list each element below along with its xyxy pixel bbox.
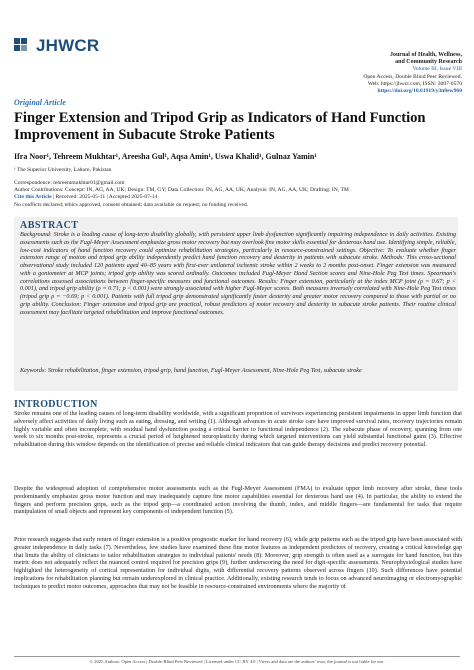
received-accepted: | Received: 2025-05-11 | Accepted 2025-07-14 bbox=[51, 194, 158, 201]
journal-name-line1: Journal of Health, Wellness, bbox=[389, 52, 462, 58]
page-header bbox=[0, 0, 474, 95]
abstract-heading: ABSTRACT bbox=[20, 220, 79, 231]
affiliation: ¹ The Superior University, Lahore, Pakistan bbox=[14, 167, 112, 173]
intro-paragraph-3: Prior research suggests that early return of finger extension is a positive prognostic marker for hand recovery (6), while grip patterns such as the tripod grip have been associated with greater independence in daily tasks (7). Nevertheless, few studies have examined these fine motor features as independent predictors of recovery, creating a critical knowledge gap that limits the ability of clinicians to tailor rehabilitation strategies to individual patients' needs (8). Moreover, grip strength is often used as a surrogate for hand function, but this metric does not adequately reflect the nuanced control required for precision grips (9), further underscoring the need for digit-specific assessments. Neurophysiological studies have highlighted the heterogeneity of cortical representation for individual digits, with differential recovery patterns observed across fingers (10). Such differences have potential implications for rehabilitation planning but remain underexplored in clinical practice. Additionally, existing research tends to focus on advanced neuroimaging or electromyographic techniques to predict motor outcomes, approaches that may not be feasible in resource-constrained environments where the majority of bbox=[14, 537, 462, 590]
cite-link[interactable]: Cite this Article bbox=[14, 194, 52, 201]
volume-issue: Volume III, Issue VIII bbox=[412, 66, 462, 73]
article-title: Finger Extension and Tripod Grip as Indicators of Hand Function Improvement in Subacute Stroke Patients bbox=[14, 110, 426, 143]
author-contributions: Author Contributions: Concept: IN, AG, AA, UK; Design: TM, GY; Data Collection: IN, AG, AA, UK; Analysis: IN, AG, AA, UK; Drafting: IN, TM bbox=[14, 187, 349, 194]
article-type: Original Article bbox=[14, 98, 66, 107]
intro-paragraph-1: Stroke remains one of the leading causes of long-term disability worldwide, with a significant proportion of survivors experiencing persistent impairments in upper limb function that adversely affect activities of daily living such as eating, dressing, and writing (1). Although advances in acute stroke care have improved survival rates, recovery trajectories remain highly variable and often incomplete, with residual hand dysfunction posing a critical barrier to functional independence (2). The subacute phase of recovery, spanning from one week to six months post-stroke, represents a crucial period of heightened neuroplasticity during which targeted interventions can yield substantial functional gains (3). Effective rehabilitation during this window depends on the identification of precise and reliable clinical indicators that can guide therapy decisions and predict recovery potential. bbox=[14, 411, 462, 448]
citation-dates bbox=[14, 194, 460, 201]
article-meta bbox=[14, 180, 460, 209]
page-footer: © 2025 Authors. Open Access | Double-Blind Peer Reviewed | Licensed under CC BY 4.0 | Views and data are the authors' own; the journal is not liable for use. bbox=[89, 659, 385, 664]
footer-divider bbox=[14, 656, 460, 657]
logo-text: JHWCR bbox=[36, 36, 100, 55]
keywords: Keywords: Stroke rehabilitation, finger extension, tripod grip, hand function, Fugl-Meyer Assessment, Nine-Hole Peg Test, subacute stroke bbox=[20, 368, 362, 374]
introduction-heading: INTRODUCTION bbox=[14, 399, 98, 410]
author-list: Ifra Noor¹, Tehreem Mukhtar¹, Areesha Gul¹, Aqsa Amin¹, Uswa Khalid¹, Gulnaz Yamin¹ bbox=[14, 152, 317, 161]
review-type: Open Access, Double Blind Peer Reviewed. bbox=[363, 73, 462, 80]
intro-paragraph-2: Despite the widespread adoption of comprehensive motor assessments such as the Fugl-Meyer Assessment (FMA) to evaluate upper limb recovery after stroke, these tools predominantly emphasize gross motor function and may inadequately capture fine motor capabilities essential for dexterous hand use (4). In particular, the ability to extend the fingers and perform precision grips, such as the tripod grip—a coordinated action involving the thumb, index, and middle fingers—are fundamental for tasks that require manipulation of small objects and represent key components of independent function (5). bbox=[14, 486, 462, 516]
journal-web: Web: https://jhwcr.com, ISSN: 3007-0570 bbox=[367, 80, 462, 87]
journal-info bbox=[212, 52, 462, 95]
logo-icon bbox=[14, 38, 34, 54]
journal-logo[interactable] bbox=[14, 36, 99, 56]
journal-name-line2: and Community Research bbox=[395, 59, 462, 66]
doi-link[interactable]: https://doi.org/10.61919/y3n8ew960 bbox=[377, 88, 462, 95]
declarations: No conflicts declared; ethics approved, consent obtained; data available on request; no funding received. bbox=[14, 201, 249, 208]
correspondence: Correspondence: tehreemmukhtar01@gmail.com bbox=[14, 180, 125, 186]
abstract-body: Background: Stroke is a leading cause of long-term disability globally, with persistent upper limb dysfunction significantly impairing independence in daily activities. Existing assessments such as the Fugl-Meyer Assessment emphasize gross motor recovery but may overlook fine motor skills essential for dexterous hand use. Identifying simple, reliable, low-cost indicators of hand function recovery could optimize rehabilitation strategies, particularly in resource-constrained settings. Objective: To evaluate whether finger extension range of motion and tripod grip ability independently predict hand function recovery and dexterity in patients with subacute stroke. Methods: This cross-sectional observational study included 120 patients aged 40–85 years with first-ever unilateral ischemic stroke within 2 weeks to 2 months post-onset. Finger extension was measured with a goniometer at MCP joints; tripod grip ability was scored ordinally. Outcomes included Fugl-Meyer Hand Section scores and Nine-Hole Peg Test times. Spearman's correlations assessed associations between finger-specific measures and functional outcomes. Results: Finger extension, particularly at the index MCP joint (ρ = 0.67; p < 0.001), and tripod grip ability (ρ = 0.71; p < 0.001) were strongly associated with higher Fugl-Meyer scores. Both measures inversely correlated with Nine-Hole Peg Test times (tripod grip ρ = −0.69; p < 0.001). Patients with full tripod grip demonstrated significantly faster dexterity and greater motor recovery compared to those with partial or no grip ability. Conclusion: Finger extension and tripod grip are practical, robust predictors of motor recovery and dexterity in subacute stroke patients. Their routine clinical assessment may facilitate targeted rehabilitation and improve functional outcomes. bbox=[20, 232, 456, 316]
